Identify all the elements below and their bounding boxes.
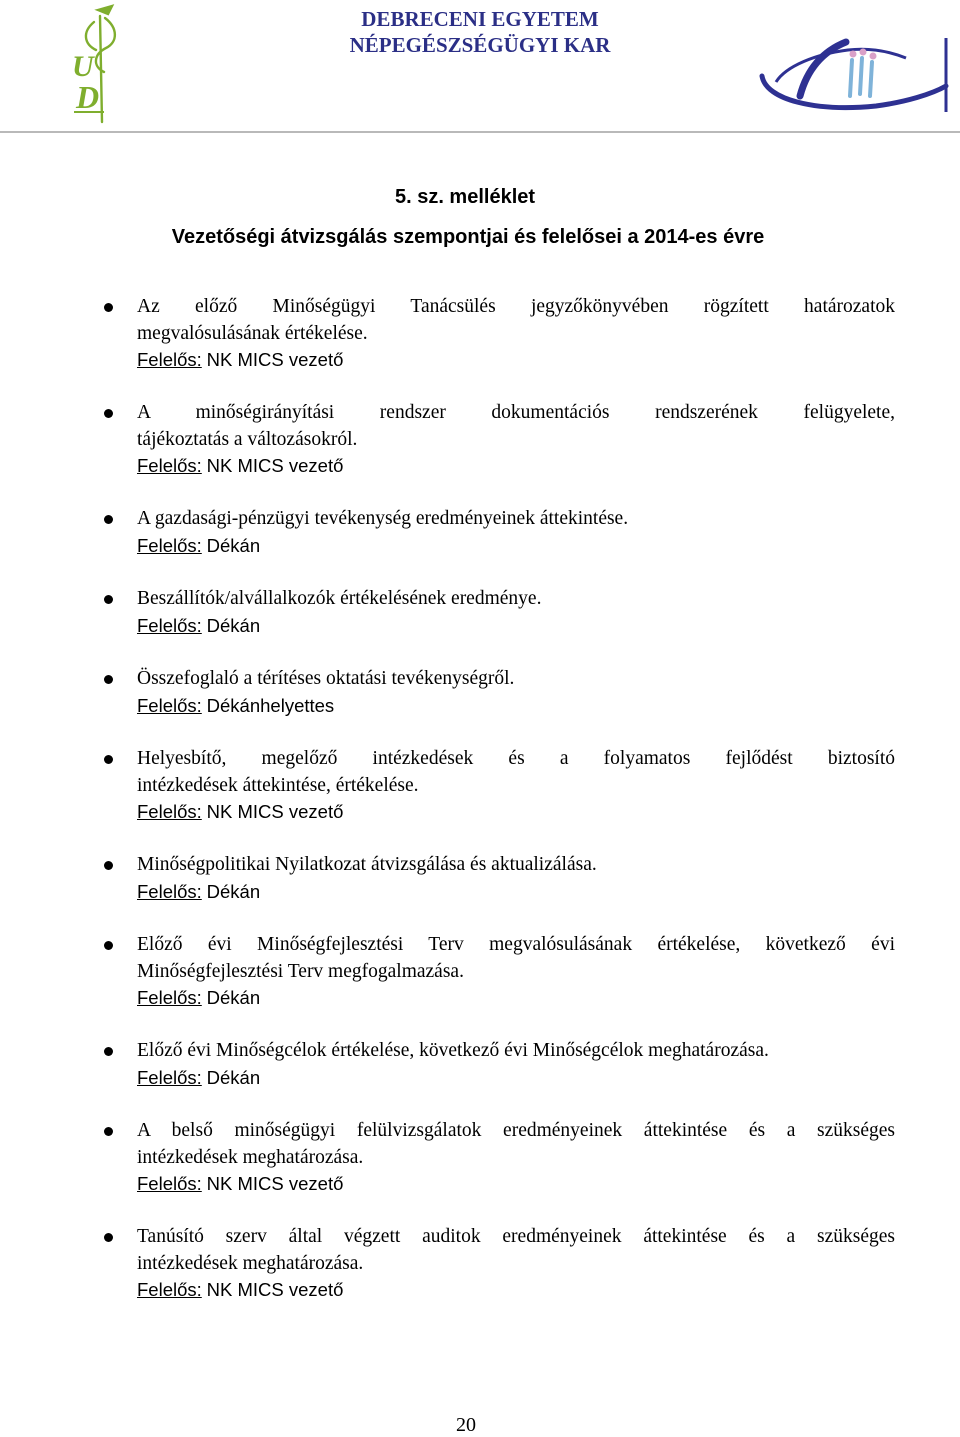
responsible-line — [137, 1065, 895, 1093]
item-text-line: intézkedések meghatározása. — [137, 1146, 364, 1168]
item-text-line: Előző évi Minőségfejlesztési Terv megvalósulásának értékelése, következő évi — [137, 934, 895, 955]
header-divider — [0, 131, 960, 133]
item-text-line: Minőségfejlesztési Terv megfogalmazása. — [137, 960, 464, 982]
responsible-line — [137, 985, 895, 1013]
responsible-label: Felelős: — [137, 987, 202, 1008]
item-text-line: Az előző Minőségügyi Tanácsülés jegyzőkönyvében rögzített határozatok — [137, 296, 895, 317]
item-text-line: Minőségpolitikai Nyilatkozat átvizsgálása és aktualizálása. — [137, 854, 597, 875]
svg-text:D: D — [76, 79, 100, 115]
responsible-person: NK MICS vezető — [206, 1173, 344, 1194]
responsible-label: Felelős: — [137, 801, 202, 822]
faculty-logo — [756, 36, 950, 118]
page-header — [0, 0, 960, 134]
item-text-line: tájékoztatás a változásokról. — [137, 428, 358, 450]
institution-name-line1: DEBRECENI EGYETEM — [361, 7, 599, 31]
item-text-line: Tanúsító szerv által végzett auditok eredményeinek áttekintése és a szükséges — [137, 1226, 895, 1247]
bullet-icon — [104, 861, 113, 870]
responsible-line — [137, 799, 895, 827]
responsible-person: Dékán — [206, 987, 261, 1008]
responsible-person: Dékán — [206, 880, 261, 902]
responsible-person: NK MICS vezető — [206, 801, 344, 822]
responsible-label: Felelős: — [137, 1066, 202, 1088]
responsible-label: Felelős: — [137, 455, 202, 476]
responsible-label: Felelős: — [137, 349, 202, 370]
item-text-line: Előző évi Minőségcélok értékelése, következő évi Minőségcélok meghatározása. — [137, 1040, 769, 1061]
svg-text:U: U — [72, 50, 94, 83]
bullet-icon — [104, 1047, 113, 1056]
bullet-icon — [104, 409, 113, 418]
responsible-line — [137, 1171, 895, 1199]
item-text-line: A gazdasági-pénzügyi tevékenység eredményeinek áttekintése. — [137, 508, 629, 529]
bullet-icon — [104, 303, 113, 312]
bullet-icon — [104, 675, 113, 684]
university-logo — [58, 4, 128, 128]
responsible-person: Dékán — [206, 534, 261, 556]
responsible-person: NK MICS vezető — [206, 455, 344, 476]
item-text-line: Beszállítók/alvállalkozók értékelésének eredménye. — [137, 588, 542, 609]
responsible-label: Felelős: — [137, 880, 202, 902]
institution-name-line2: NÉPEGÉSZSÉGÜGYI KAR — [349, 33, 611, 57]
bullet-icon — [104, 595, 113, 604]
item-text-line: intézkedések áttekintése, értékelése. — [137, 774, 419, 796]
item-text-line: megvalósulásának értékelése. — [137, 322, 368, 344]
responsible-label: Felelős: — [137, 1279, 202, 1300]
document-title: Vezetőségi átvizsgálás szempontjai és felelősei a 2014-es évre — [171, 226, 765, 248]
bullet-icon — [104, 755, 113, 764]
responsible-label: Felelős: — [137, 534, 202, 556]
item-text-line: A minőségirányítási rendszer dokumentációs rendszerének felügyelete, — [137, 402, 895, 423]
bullet-icon — [104, 515, 113, 524]
item-text-line: Helyesbítő, megelőző intézkedések és a folyamatos fejlődést biztosító — [137, 748, 895, 769]
item-text-line: Összefoglaló a térítéses oktatási tevékenységről. — [137, 668, 515, 689]
annex-label: 5. sz. melléklet — [394, 186, 536, 208]
responsible-line — [137, 879, 895, 907]
responsible-label: Felelős: — [137, 694, 202, 716]
responsible-line — [137, 1277, 895, 1305]
responsible-line — [137, 453, 895, 481]
bullet-icon — [104, 1233, 113, 1242]
bullet-icon — [104, 1127, 113, 1136]
responsible-person: Dékán — [206, 1066, 261, 1088]
responsible-label: Felelős: — [137, 1173, 202, 1194]
responsible-person: Dékán — [206, 614, 261, 636]
page-number: 20 — [456, 1414, 476, 1436]
responsible-label: Felelős: — [137, 614, 202, 636]
item-text-line: A belső minőségügyi felülvizsgálatok eredményeinek áttekintése és a szükséges — [137, 1120, 895, 1141]
item-text-line: intézkedések meghatározása. — [137, 1252, 364, 1274]
responsible-line — [137, 693, 895, 721]
responsible-line — [137, 533, 895, 561]
responsible-person: Dékánhelyettes — [206, 694, 335, 716]
responsible-person: NK MICS vezető — [206, 349, 344, 370]
responsible-line — [137, 347, 895, 375]
responsible-person: NK MICS vezető — [206, 1279, 344, 1300]
responsible-line — [137, 613, 895, 641]
bullet-icon — [104, 941, 113, 950]
